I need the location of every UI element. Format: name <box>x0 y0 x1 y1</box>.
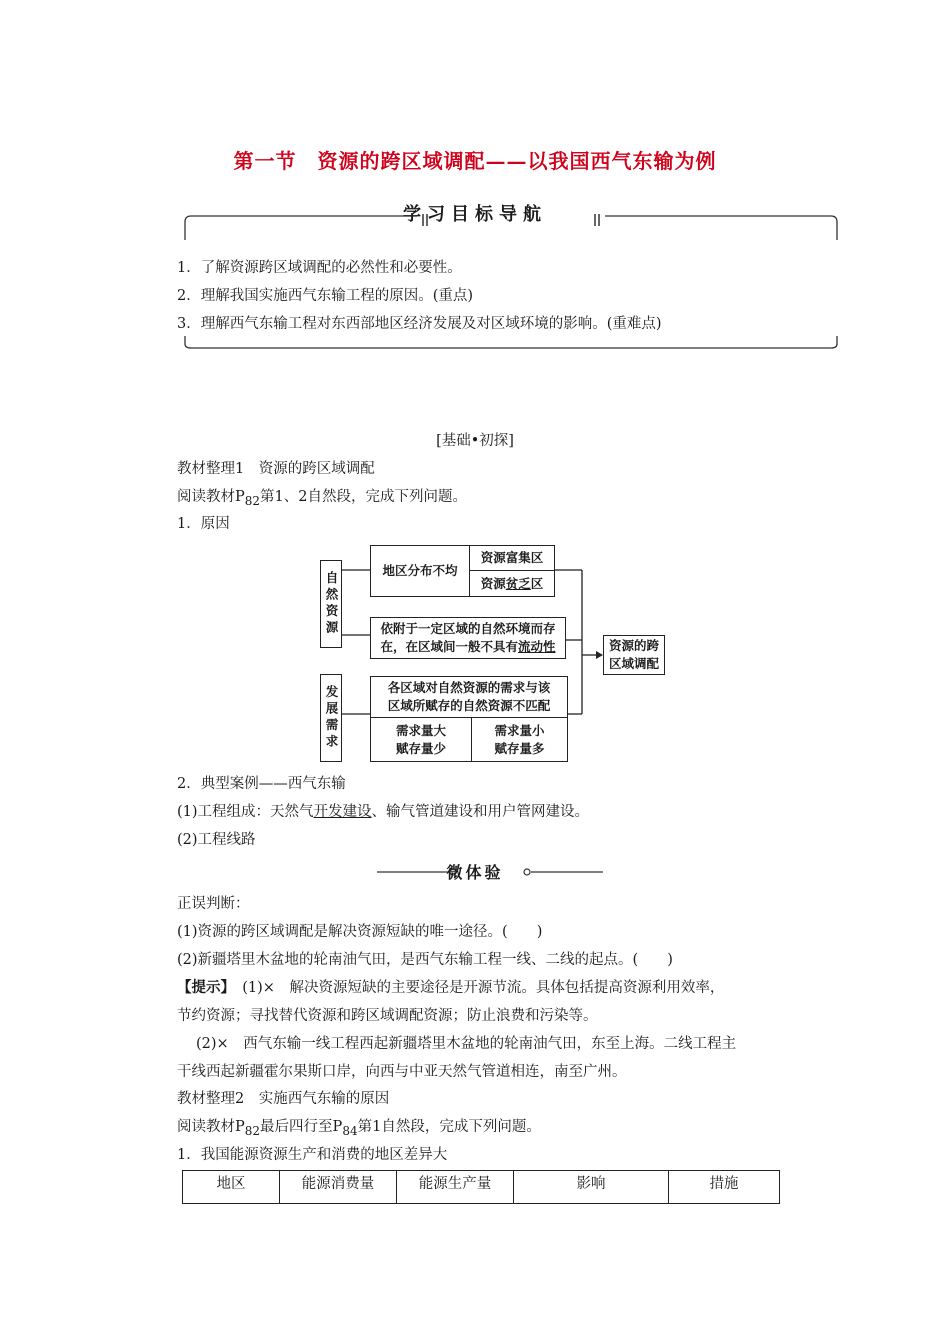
case-heading: 2．典型案例——西气东输 <box>177 776 346 792</box>
node-distribution: 地区分布不均 <box>370 545 470 597</box>
node-low-demand: 需求量小 赋存量多 <box>471 717 568 762</box>
part2-heading: 教材整理2 实施西气东输的原因 <box>177 1091 390 1107</box>
goals-header: 学习目标导航 <box>403 204 547 225</box>
table-header-cell: 能源生产量 <box>397 1171 514 1204</box>
energy-table <box>182 1170 780 1204</box>
hint-1-line-1: 【提示】 (1)× 解决资源短缺的主要途径是开源节流。具体包括提高资源利用效率， <box>177 979 725 996</box>
part1-heading: 教材整理1 资源的跨区域调配 <box>177 461 375 477</box>
table-header-cell: 影响 <box>514 1171 669 1204</box>
page-title: 第一节 资源的跨区域调配——以我国西气东输为例 <box>233 149 717 173</box>
hint-1-line-2: 节约资源；寻找替代资源和跨区域调配资源；防止浪费和污染等。 <box>177 1008 598 1024</box>
goal-item-1: 1．了解资源跨区域调配的必然性和必要性。 <box>177 260 462 276</box>
micro-header: 微体验 <box>446 863 504 882</box>
case-route: (2)工程线路 <box>177 832 256 848</box>
hint-2-line-2: 干线西起新疆霍尔果斯口岸，向西与中亚天然气管道相连，南至广州。 <box>177 1064 627 1080</box>
part1-item1: 1．原因 <box>177 516 230 532</box>
node-development-needs: 发展需求 <box>320 674 342 762</box>
table-header-row <box>183 1171 780 1204</box>
case-composition: (1)工程组成：天然气开发建设、输气管道建设和用户管网建设。 <box>177 804 590 820</box>
node-result: 资源的跨 区域调配 <box>603 635 665 675</box>
part2-reading: 阅读教材$P_{82}$最后四行至$P_{84}$第1自然段，完成下列问题。 <box>177 1119 541 1138</box>
question-1: (1)资源的跨区域调配是解决资源短缺的唯一途径。( ) <box>177 924 543 940</box>
node-mismatch: 各区域对自然资源的需求与该 区域所赋存的自然资源不匹配 <box>370 676 568 718</box>
part2-item1: 1．我国能源资源生产和消费的地区差异大 <box>177 1147 448 1163</box>
goal-item-2: 2．理解我国实施西气东输工程的原因。(重点) <box>177 288 474 304</box>
hint-2-line-1: (2)× 西气东输一线工程西起新疆塔里木盆地的轮南油气田，东至上海。二线工程主 <box>196 1036 737 1052</box>
node-rich-area: 资源富集区 <box>469 545 555 571</box>
question-2: (2)新疆塔里木盆地的轮南油气田，是西气东输工程一线、二线的起点。( ) <box>177 952 673 968</box>
node-high-demand: 需求量大 赋存量少 <box>370 717 472 762</box>
table-header-cell: 能源消费量 <box>280 1171 397 1204</box>
table-header-cell: 措施 <box>669 1171 780 1204</box>
node-poor-area: 资源 贫乏 区 <box>469 570 555 597</box>
node-natural-resources: 自然资源 <box>320 560 342 648</box>
part1-reading: 阅读教材$P_{82}$第1、2自然段，完成下列问题。 <box>177 489 467 508</box>
table-header-cell: 地区 <box>183 1171 280 1204</box>
goal-item-3: 3．理解西气东输工程对东西部地区经济发展及对区域环境的影响。(重难点) <box>177 316 662 332</box>
judge-label: 正误判断： <box>177 896 250 912</box>
node-attach-environment: 依附于一定区域的自然环境而存 在，在区域间一般不具有流动性 <box>370 617 566 659</box>
section-tag: [基础•初探] <box>436 433 514 449</box>
